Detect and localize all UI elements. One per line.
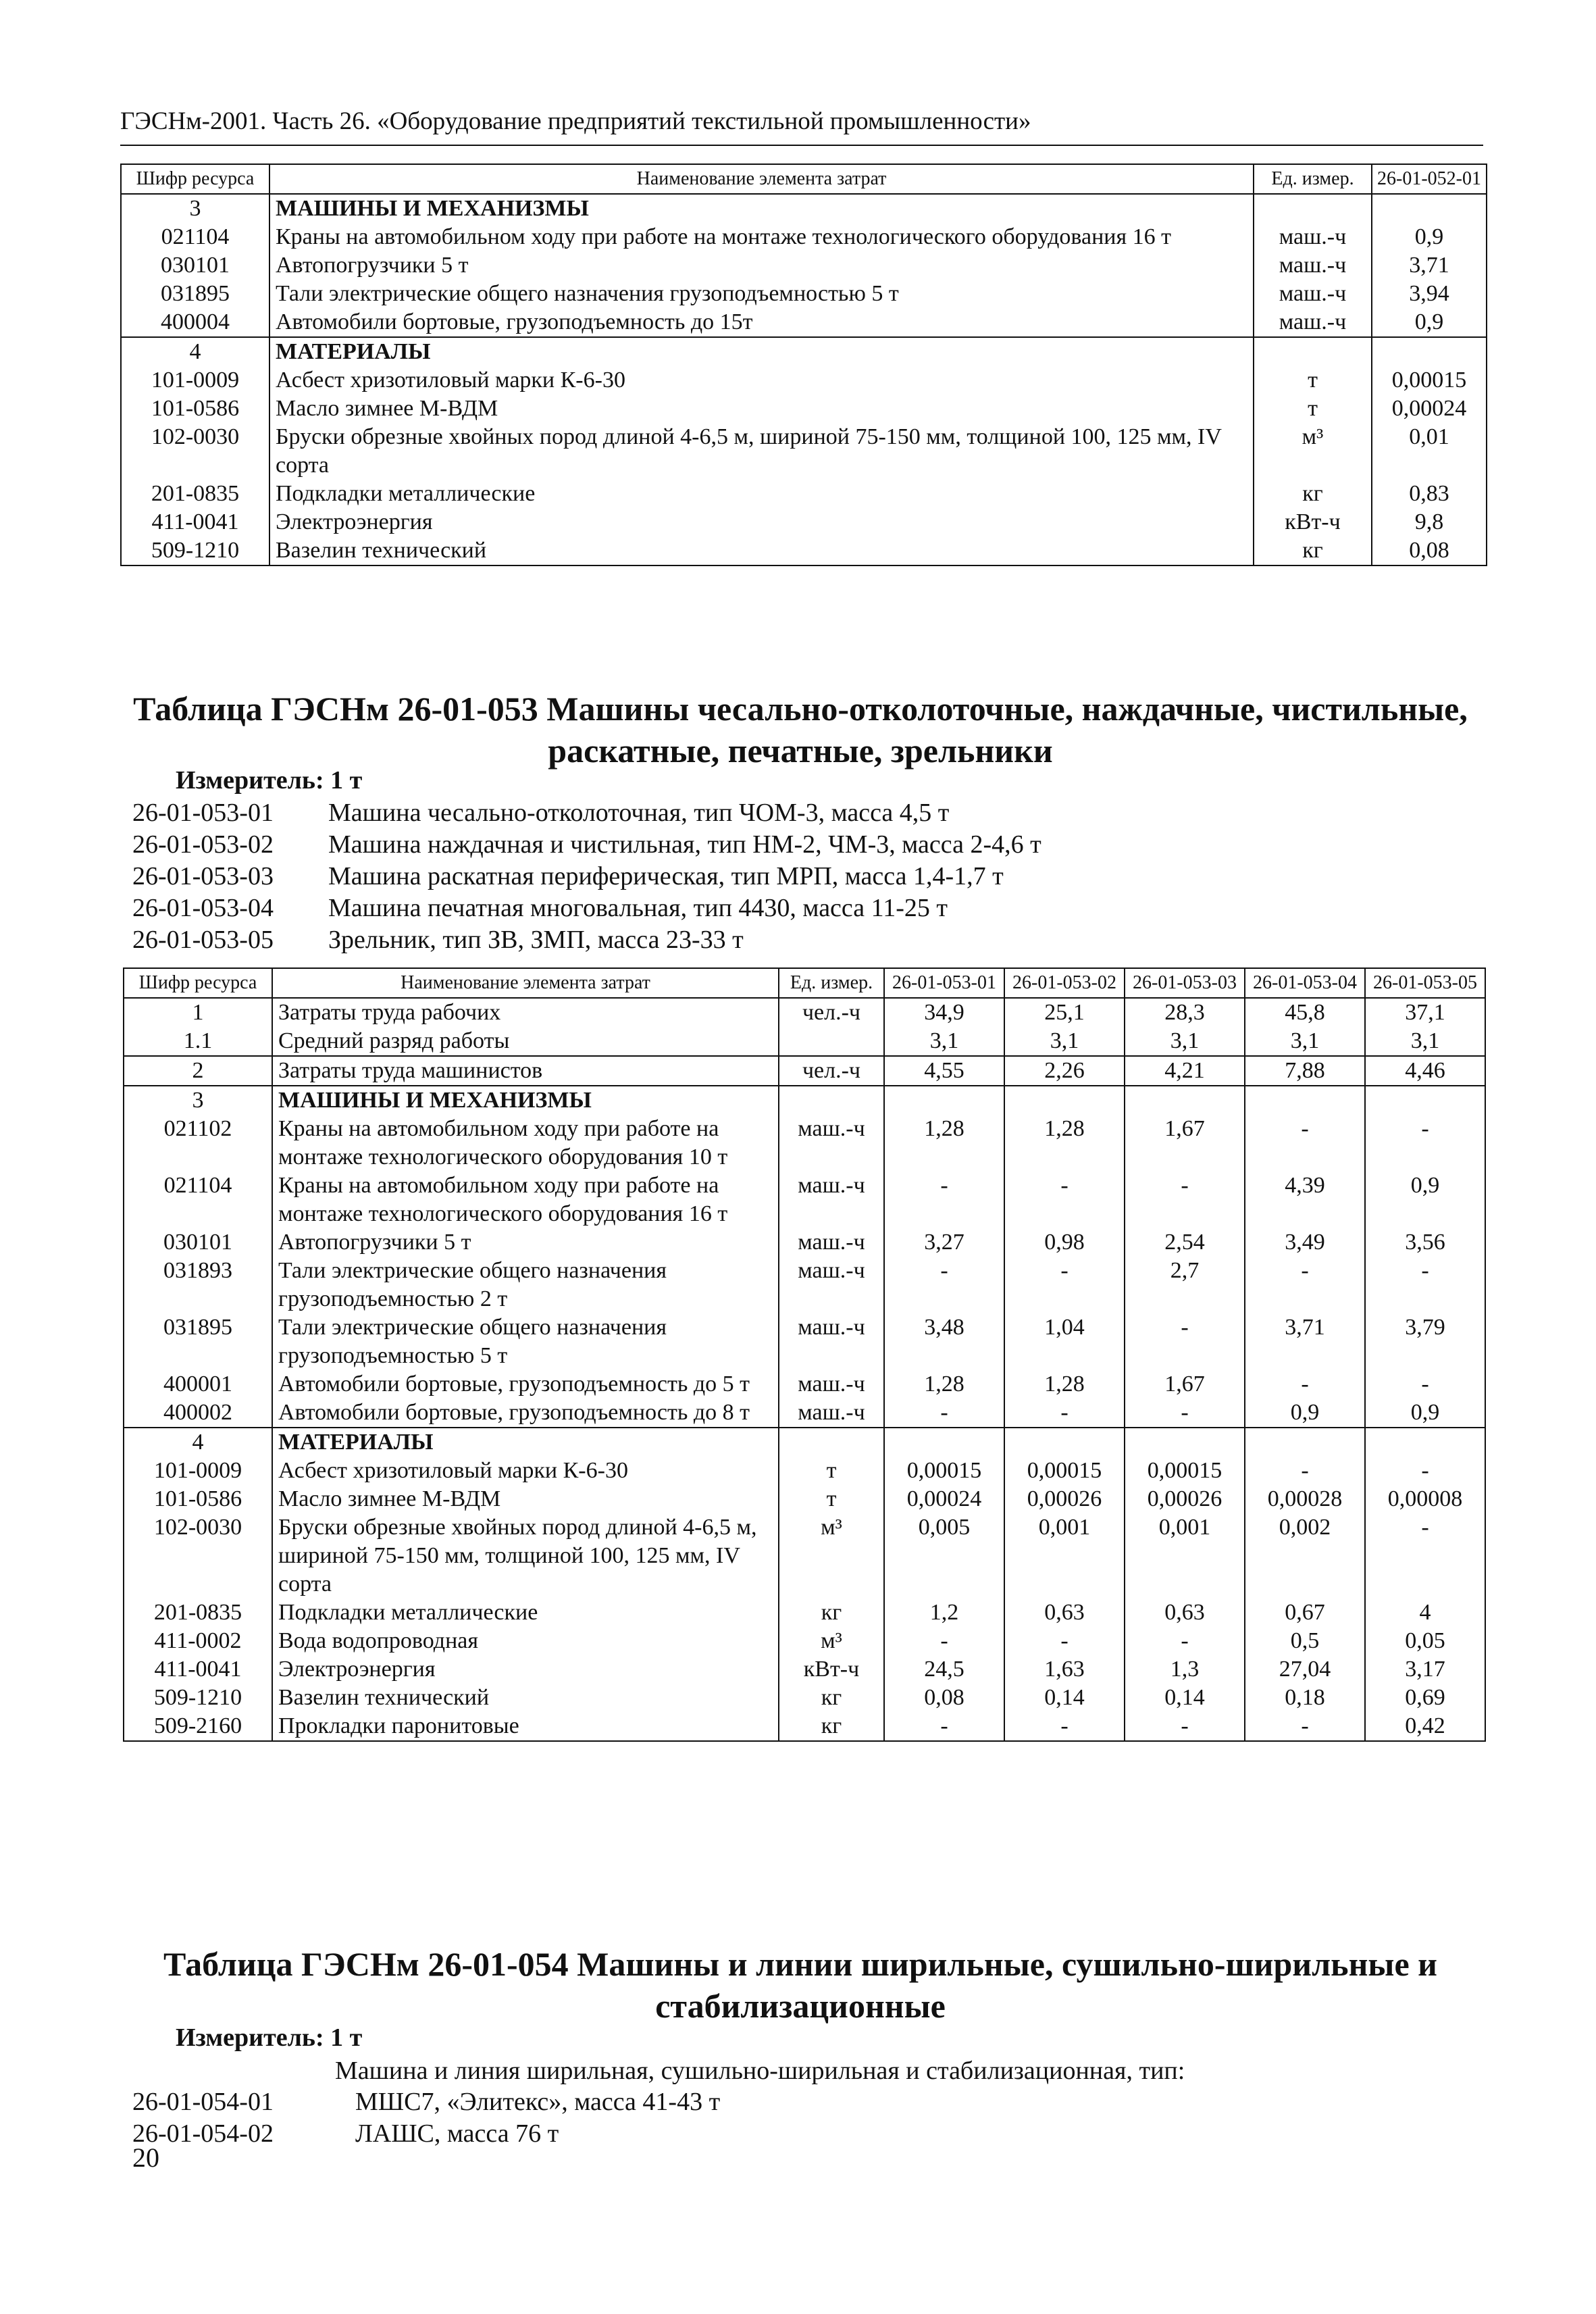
cell-value: 3,94 xyxy=(1372,280,1487,308)
cell-value: - xyxy=(1004,1627,1125,1655)
cell-value: - xyxy=(884,1712,1004,1741)
cell-value: - xyxy=(884,1257,1004,1313)
cell-unit: маш.-ч xyxy=(779,1172,884,1228)
col-header-value: 26-01-052-01 xyxy=(1372,164,1487,194)
cell-name: Бруски обрезные хвойных пород длиной 4-6,5 м, шириной 75-150 мм, толщиной 100, 125 мм, IV сорта xyxy=(272,1513,779,1599)
cell-code: 3 xyxy=(124,1086,272,1115)
table-title-26-01-054: Таблица ГЭСНм 26-01-054 Машины и линии ширильные, сушильно-ширильные и стабилизационные xyxy=(163,1945,1437,2025)
cell-unit: т xyxy=(1254,366,1372,395)
cell-unit: кг xyxy=(779,1684,884,1712)
cell-value: - xyxy=(1245,1712,1365,1741)
cell-name: Вода водопроводная xyxy=(272,1627,779,1655)
cell-value: 4,21 xyxy=(1125,1056,1245,1086)
cell-name: Автомобили бортовые, грузоподъемность до 5 т xyxy=(272,1370,779,1399)
cell-code: 411-0041 xyxy=(121,508,269,536)
cell-value: 28,3 xyxy=(1125,998,1245,1027)
variant-code: 26-01-054-01 xyxy=(132,2088,274,2116)
running-header: ГЭСНм-2001. Часть 26. «Оборудование предприятий текстильной промышленности» xyxy=(120,107,1031,135)
cell-value: 4,39 xyxy=(1245,1172,1365,1228)
cell-name: МАТЕРИАЛЫ xyxy=(272,1428,779,1457)
col-header-name: Наименование элемента затрат xyxy=(272,968,779,998)
cell-code: 2 xyxy=(124,1056,272,1086)
table-row xyxy=(124,1428,1485,1457)
cell-value: 3,1 xyxy=(1004,1027,1125,1056)
measure-26-01-054: Измеритель: 1 т xyxy=(176,2023,363,2052)
cell-value: 0,9 xyxy=(1365,1172,1485,1228)
table-row xyxy=(121,194,1487,223)
cell-unit xyxy=(1254,337,1372,366)
table-header-row xyxy=(121,164,1487,194)
table-row xyxy=(124,1627,1485,1655)
variant-description: Машина печатная многовальная, тип 4430, масса 11-25 т xyxy=(328,894,948,922)
cell-code: 400002 xyxy=(124,1399,272,1428)
cell-name: Тали электрические общего назначения грузоподъемностью 5 т xyxy=(272,1313,779,1370)
cell-name: Подкладки металлические xyxy=(269,480,1254,508)
table-row xyxy=(124,1257,1485,1313)
cell-code: 031895 xyxy=(121,280,269,308)
table-header-row xyxy=(124,968,1485,998)
cell-value: 3,49 xyxy=(1245,1228,1365,1257)
table-row xyxy=(124,1228,1485,1257)
cell-name: Автомобили бортовые, грузоподъемность до 8 т xyxy=(272,1399,779,1428)
table-row xyxy=(124,998,1485,1027)
cell-unit: т xyxy=(779,1485,884,1513)
cell-value xyxy=(1365,1428,1485,1457)
table-row xyxy=(124,1485,1485,1513)
cell-unit: т xyxy=(779,1457,884,1485)
cell-code: 411-0002 xyxy=(124,1627,272,1655)
cell-code: 030101 xyxy=(124,1228,272,1257)
cell-unit: кВт-ч xyxy=(779,1655,884,1684)
cell-unit: кг xyxy=(779,1599,884,1627)
cell-name: Электроэнергия xyxy=(269,508,1254,536)
table-row xyxy=(121,223,1487,251)
cell-unit: маш.-ч xyxy=(779,1370,884,1399)
cell-name: Тали электрические общего назначения грузоподъемностью 2 т xyxy=(272,1257,779,1313)
table-row xyxy=(121,395,1487,423)
cell-name: Электроэнергия xyxy=(272,1655,779,1684)
cell-name: Затраты труда рабочих xyxy=(272,998,779,1027)
cell-value: 7,88 xyxy=(1245,1056,1365,1086)
cell-unit: кг xyxy=(1254,480,1372,508)
cell-value: 1,3 xyxy=(1125,1655,1245,1684)
table-row xyxy=(124,1115,1485,1172)
cell-value: 3,1 xyxy=(884,1027,1004,1056)
cell-name: Масло зимнее М-ВДМ xyxy=(269,395,1254,423)
cell-unit: т xyxy=(1254,395,1372,423)
cell-value xyxy=(1125,1086,1245,1115)
cell-value: - xyxy=(1365,1513,1485,1599)
cell-value xyxy=(884,1428,1004,1457)
cell-code: 201-0835 xyxy=(121,480,269,508)
cell-value: 0,63 xyxy=(1004,1599,1125,1627)
table-row xyxy=(124,1513,1485,1599)
cell-value: 1,67 xyxy=(1125,1115,1245,1172)
cell-unit: чел.-ч xyxy=(779,998,884,1027)
cell-value: - xyxy=(884,1172,1004,1228)
cell-value: - xyxy=(1365,1115,1485,1172)
cell-value: 1,28 xyxy=(884,1370,1004,1399)
table-row xyxy=(121,280,1487,308)
col-header-value: 26-01-053-05 xyxy=(1365,968,1485,998)
cell-value: - xyxy=(1125,1712,1245,1741)
col-header-value: 26-01-053-04 xyxy=(1245,968,1365,998)
variant-description: МШС7, «Элитекс», масса 41-43 т xyxy=(355,2088,721,2116)
cell-value: 1,28 xyxy=(1004,1370,1125,1399)
variant-description: ЛАШС, масса 76 т xyxy=(355,2119,559,2148)
cell-value: 0,83 xyxy=(1372,480,1487,508)
variant-code: 26-01-053-03 xyxy=(132,862,274,890)
cell-value: 0,14 xyxy=(1125,1684,1245,1712)
cell-value: 1,28 xyxy=(1004,1115,1125,1172)
cell-value: 3,17 xyxy=(1365,1655,1485,1684)
table-row xyxy=(124,1370,1485,1399)
cell-unit: маш.-ч xyxy=(779,1257,884,1313)
cell-value: 1,67 xyxy=(1125,1370,1245,1399)
cell-code: 021102 xyxy=(124,1115,272,1172)
header-rule xyxy=(120,145,1483,146)
cell-name: Средний разряд работы xyxy=(272,1027,779,1056)
cell-value: - xyxy=(1004,1257,1125,1313)
cell-value: - xyxy=(1125,1627,1245,1655)
cell-unit: маш.-ч xyxy=(1254,308,1372,337)
col-header-value: 26-01-053-03 xyxy=(1125,968,1245,998)
cell-value: 0,08 xyxy=(884,1684,1004,1712)
variant-code: 26-01-053-05 xyxy=(132,926,274,954)
cell-code: 101-0586 xyxy=(121,395,269,423)
cell-value: 0,002 xyxy=(1245,1513,1365,1599)
table-row xyxy=(121,366,1487,395)
table-row xyxy=(124,1599,1485,1627)
cell-value: 3,71 xyxy=(1245,1313,1365,1370)
cell-value: - xyxy=(1365,1257,1485,1313)
cell-value: - xyxy=(1004,1399,1125,1428)
cell-name: МАТЕРИАЛЫ xyxy=(269,337,1254,366)
cell-value: 1,04 xyxy=(1004,1313,1125,1370)
cell-unit: м³ xyxy=(779,1513,884,1599)
cell-value: 9,8 xyxy=(1372,508,1487,536)
table-row xyxy=(124,1056,1485,1086)
cell-unit: маш.-ч xyxy=(1254,280,1372,308)
cell-value: 0,9 xyxy=(1365,1399,1485,1428)
cell-value: 0,9 xyxy=(1245,1399,1365,1428)
table-row xyxy=(121,480,1487,508)
cell-name: МАШИНЫ И МЕХАНИЗМЫ xyxy=(269,194,1254,223)
col-header-code: Шифр ресурса xyxy=(124,968,272,998)
cell-value: - xyxy=(1125,1313,1245,1370)
cell-value: 0,00024 xyxy=(884,1485,1004,1513)
cell-value: 25,1 xyxy=(1004,998,1125,1027)
cell-value: 0,9 xyxy=(1372,308,1487,337)
variant-description: Машина наждачная и чистильная, тип НМ-2, ЧМ-3, масса 2-4,6 т xyxy=(328,830,1041,859)
table-row xyxy=(124,1086,1485,1115)
cell-value: 0,00024 xyxy=(1372,395,1487,423)
table-row xyxy=(121,251,1487,280)
table-26-01-053 xyxy=(123,967,1486,1742)
cell-value: 37,1 xyxy=(1365,998,1485,1027)
cell-unit: кг xyxy=(1254,536,1372,565)
cell-value: 45,8 xyxy=(1245,998,1365,1027)
cell-code: 400001 xyxy=(124,1370,272,1399)
variant-code: 26-01-053-02 xyxy=(132,830,274,859)
cell-value: 0,63 xyxy=(1125,1599,1245,1627)
cell-name: Затраты труда машинистов xyxy=(272,1056,779,1086)
cell-unit: маш.-ч xyxy=(779,1228,884,1257)
table-row xyxy=(121,423,1487,480)
cell-value: 4,46 xyxy=(1365,1056,1485,1086)
table-title-26-01-053: Таблица ГЭСНм 26-01-053 Машины чесально-отколоточные, наждачные, чистильные, раскатные, печатные, зрельники xyxy=(133,690,1468,770)
cell-value: 0,67 xyxy=(1245,1599,1365,1627)
cell-value xyxy=(1125,1428,1245,1457)
cell-code: 411-0041 xyxy=(124,1655,272,1684)
cell-code: 101-0586 xyxy=(124,1485,272,1513)
table-row xyxy=(121,508,1487,536)
cell-unit: м³ xyxy=(1254,423,1372,480)
variant-description: Зрельник, тип ЗВ, ЗМП, масса 23-33 т xyxy=(328,926,744,954)
cell-unit xyxy=(1254,194,1372,223)
cell-value: 27,04 xyxy=(1245,1655,1365,1684)
cell-value: - xyxy=(1245,1370,1365,1399)
table-row xyxy=(121,337,1487,366)
cell-name: Автопогрузчики 5 т xyxy=(269,251,1254,280)
cell-value: - xyxy=(1365,1370,1485,1399)
cell-code: 1.1 xyxy=(124,1027,272,1056)
cell-code: 400004 xyxy=(121,308,269,337)
cell-value: 1,63 xyxy=(1004,1655,1125,1684)
cell-name: Масло зимнее М-ВДМ xyxy=(272,1485,779,1513)
cell-code: 1 xyxy=(124,998,272,1027)
cell-name: Прокладки паронитовые xyxy=(272,1712,779,1741)
col-header-name: Наименование элемента затрат xyxy=(269,164,1254,194)
cell-unit: чел.-ч xyxy=(779,1056,884,1086)
table-body xyxy=(124,998,1485,1741)
cell-code: 4 xyxy=(124,1428,272,1457)
table-row xyxy=(124,1399,1485,1428)
cell-value: - xyxy=(1245,1115,1365,1172)
variant-code: 26-01-053-01 xyxy=(132,799,274,827)
cell-value: 0,00028 xyxy=(1245,1485,1365,1513)
cell-value: - xyxy=(1365,1457,1485,1485)
cell-value: 0,00015 xyxy=(1372,366,1487,395)
cell-code: 509-1210 xyxy=(124,1684,272,1712)
cell-value: 3,71 xyxy=(1372,251,1487,280)
cell-unit: кВт-ч xyxy=(1254,508,1372,536)
cell-value: 0,9 xyxy=(1372,223,1487,251)
col-header-value: 26-01-053-02 xyxy=(1004,968,1125,998)
cell-value: - xyxy=(1125,1172,1245,1228)
table-row xyxy=(124,1684,1485,1712)
table-body xyxy=(121,194,1487,565)
cell-value: 3,1 xyxy=(1125,1027,1245,1056)
table-row xyxy=(124,1655,1485,1684)
cell-value: 0,98 xyxy=(1004,1228,1125,1257)
table-26-01-052 xyxy=(120,164,1487,566)
cell-value: - xyxy=(884,1399,1004,1428)
cell-value: 3,1 xyxy=(1245,1027,1365,1056)
cell-unit: маш.-ч xyxy=(779,1399,884,1428)
cell-value: 0,42 xyxy=(1365,1712,1485,1741)
cell-unit xyxy=(779,1086,884,1115)
cell-value: 3,56 xyxy=(1365,1228,1485,1257)
cell-value: 1,2 xyxy=(884,1599,1004,1627)
cell-code: 102-0030 xyxy=(121,423,269,480)
cell-name: Подкладки металлические xyxy=(272,1599,779,1627)
cell-name: Вазелин технический xyxy=(272,1684,779,1712)
cell-unit: маш.-ч xyxy=(1254,223,1372,251)
cell-value: 3,79 xyxy=(1365,1313,1485,1370)
cell-value xyxy=(1004,1428,1125,1457)
cell-code: 102-0030 xyxy=(124,1513,272,1599)
cell-code: 031895 xyxy=(124,1313,272,1370)
cell-unit xyxy=(779,1428,884,1457)
cell-name: Асбест хризотиловый марки К-6-30 xyxy=(269,366,1254,395)
cell-value: - xyxy=(1004,1712,1125,1741)
cell-value: 0,005 xyxy=(884,1513,1004,1599)
cell-unit: кг xyxy=(779,1712,884,1741)
cell-code: 3 xyxy=(121,194,269,223)
cell-value: 0,00015 xyxy=(1004,1457,1125,1485)
cell-value: - xyxy=(884,1627,1004,1655)
cell-value: 4 xyxy=(1365,1599,1485,1627)
cell-value: 34,9 xyxy=(884,998,1004,1027)
variant-list-26-01-054 xyxy=(132,2086,1416,2154)
cell-value: 0,00015 xyxy=(1125,1457,1245,1485)
cell-value: 2,7 xyxy=(1125,1257,1245,1313)
cell-value: 0,001 xyxy=(1004,1513,1125,1599)
cell-code: 509-1210 xyxy=(121,536,269,565)
cell-value: 0,5 xyxy=(1245,1627,1365,1655)
cell-value xyxy=(1245,1428,1365,1457)
cell-code: 021104 xyxy=(124,1172,272,1228)
cell-name: Вазелин технический xyxy=(269,536,1254,565)
cell-name: Краны на автомобильном ходу при работе на монтаже технологического оборудования 16 т xyxy=(272,1172,779,1228)
cell-value: 2,54 xyxy=(1125,1228,1245,1257)
cell-code: 030101 xyxy=(121,251,269,280)
cell-value xyxy=(1372,194,1487,223)
cell-code: 021104 xyxy=(121,223,269,251)
cell-name: Автопогрузчики 5 т xyxy=(272,1228,779,1257)
cell-value: - xyxy=(1125,1399,1245,1428)
table-row xyxy=(121,536,1487,565)
cell-name: МАШИНЫ И МЕХАНИЗМЫ xyxy=(272,1086,779,1115)
cell-unit: маш.-ч xyxy=(779,1313,884,1370)
cell-value: 0,001 xyxy=(1125,1513,1245,1599)
cell-code: 201-0835 xyxy=(124,1599,272,1627)
cell-code: 101-0009 xyxy=(124,1457,272,1485)
cell-value: 0,00026 xyxy=(1125,1485,1245,1513)
cell-code: 509-2160 xyxy=(124,1712,272,1741)
cell-value: 2,26 xyxy=(1004,1056,1125,1086)
table-row xyxy=(121,308,1487,337)
cell-value: 0,01 xyxy=(1372,423,1487,480)
cell-value xyxy=(1365,1086,1485,1115)
cell-value xyxy=(884,1086,1004,1115)
cell-unit: м³ xyxy=(779,1627,884,1655)
cell-code: 4 xyxy=(121,337,269,366)
cell-code: 031893 xyxy=(124,1257,272,1313)
cell-unit xyxy=(779,1027,884,1056)
variant-description: Машина раскатная периферическая, тип МРП, масса 1,4-1,7 т xyxy=(328,862,1004,890)
cell-unit: маш.-ч xyxy=(779,1115,884,1172)
cell-value: 0,00008 xyxy=(1365,1485,1485,1513)
variant-code: 26-01-053-04 xyxy=(132,894,274,922)
cell-value: 24,5 xyxy=(884,1655,1004,1684)
table-row xyxy=(124,1172,1485,1228)
table-row xyxy=(124,1457,1485,1485)
cell-name: Асбест хризотиловый марки К-6-30 xyxy=(272,1457,779,1485)
col-header-code: Шифр ресурса xyxy=(121,164,269,194)
variant-intro-26-01-054: Машина и линия ширильная, сушильно-ширильная и стабилизационная, тип: xyxy=(335,2057,1185,2085)
table-row xyxy=(124,1313,1485,1370)
cell-unit: маш.-ч xyxy=(1254,251,1372,280)
cell-name: Тали электрические общего назначения грузоподъемностью 5 т xyxy=(269,280,1254,308)
cell-value: 0,14 xyxy=(1004,1684,1125,1712)
col-header-unit: Ед. измер. xyxy=(779,968,884,998)
cell-value: 3,1 xyxy=(1365,1027,1485,1056)
table-row xyxy=(124,1027,1485,1056)
cell-value: 0,18 xyxy=(1245,1684,1365,1712)
page-number: 20 xyxy=(132,2142,159,2173)
cell-name: Краны на автомобильном ходу при работе на монтаже технологического оборудования 16 т xyxy=(269,223,1254,251)
table-row xyxy=(124,1712,1485,1741)
variant-list-26-01-053 xyxy=(132,797,1416,959)
cell-code: 101-0009 xyxy=(121,366,269,395)
cell-name: Автомобили бортовые, грузоподъемность до 15т xyxy=(269,308,1254,337)
cell-value: 0,00026 xyxy=(1004,1485,1125,1513)
measure-26-01-053: Измеритель: 1 т xyxy=(176,766,363,795)
cell-value: - xyxy=(1245,1257,1365,1313)
cell-value: 0,05 xyxy=(1365,1627,1485,1655)
variant-description: Машина чесально-отколоточная, тип ЧОМ-3, масса 4,5 т xyxy=(328,799,950,827)
cell-value xyxy=(1004,1086,1125,1115)
cell-value: - xyxy=(1245,1457,1365,1485)
col-header-unit: Ед. измер. xyxy=(1254,164,1372,194)
col-header-value: 26-01-053-01 xyxy=(884,968,1004,998)
cell-value: 0,00015 xyxy=(884,1457,1004,1485)
cell-value: 4,55 xyxy=(884,1056,1004,1086)
cell-value: 0,08 xyxy=(1372,536,1487,565)
variant-code: 26-01-054-02 xyxy=(132,2119,274,2148)
cell-name: Бруски обрезные хвойных пород длиной 4-6,5 м, шириной 75-150 мм, толщиной 100, 125 мм, IV сорта xyxy=(269,423,1254,480)
cell-name: Краны на автомобильном ходу при работе на монтаже технологического оборудования 10 т xyxy=(272,1115,779,1172)
cell-value xyxy=(1245,1086,1365,1115)
cell-value xyxy=(1372,337,1487,366)
cell-value: - xyxy=(1004,1172,1125,1228)
cell-value: 3,27 xyxy=(884,1228,1004,1257)
cell-value: 1,28 xyxy=(884,1115,1004,1172)
cell-value: 3,48 xyxy=(884,1313,1004,1370)
cell-value: 0,69 xyxy=(1365,1684,1485,1712)
